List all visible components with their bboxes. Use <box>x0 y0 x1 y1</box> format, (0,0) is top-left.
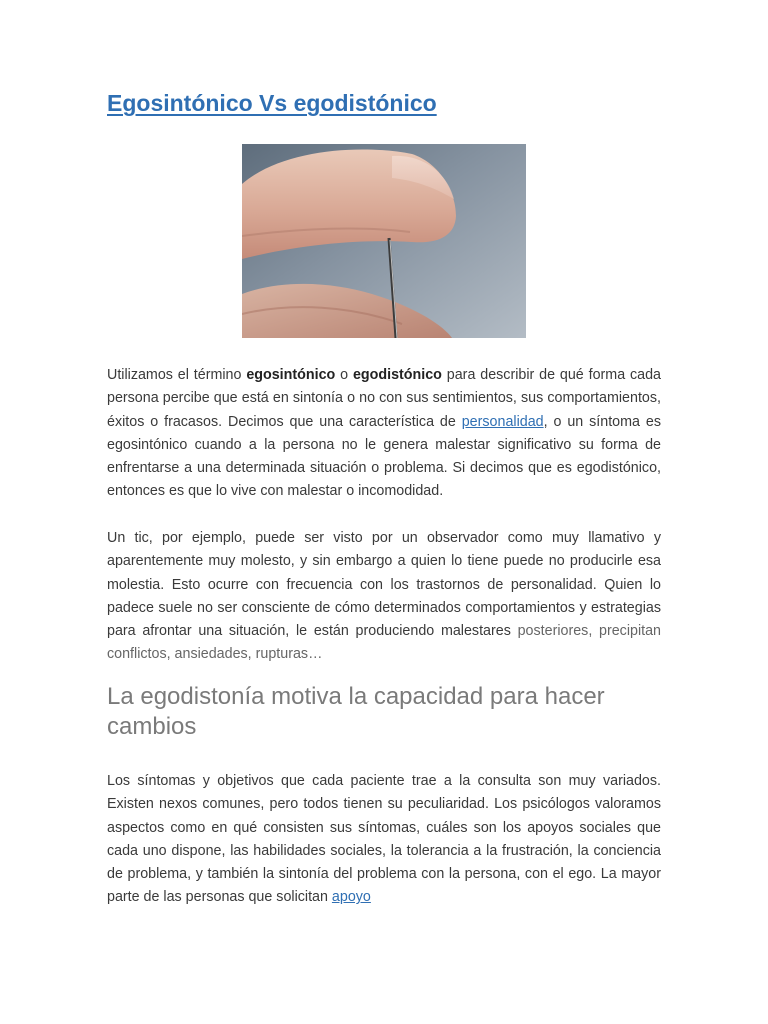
article-title[interactable]: Egosintónico Vs egodistónico <box>107 90 437 116</box>
finger-needle-photo <box>242 144 526 338</box>
symptoms-paragraph <box>107 770 661 910</box>
tic-paragraph <box>107 527 661 667</box>
apoyo-link[interactable]: apoyo <box>331 889 371 906</box>
intro-text-4: , o un síntoma es egosintónico cuando a la persona no le genera malestar significativo su forma de enfrentarse a una determinada situación o problema. Si decimos que es egodistónico, entonces es que lo vive con malestar o incomodidad. <box>107 413 661 500</box>
term-egosintonico: egosintónico <box>246 367 336 383</box>
tic-tail: posteriores, precipitan conflictos, ansiedades, rupturas… <box>107 623 661 663</box>
intro-text-3: para describir de qué forma cada persona percibe que está en sintonía o no con sus sentimientos, sus comportamientos, éxitos o fracasos. Decimos que una característica de <box>107 367 661 430</box>
tic-text: Un tic, por ejemplo, puede ser visto por un observador como muy llamativo y aparentemente muy molesto, y sin embargo a quien lo tiene puede no producirle esa molestia. Esto ocurre con frecuencia con los trastornos de personalidad. Quien lo padece suele no ser consciente de cómo determinados comportamientos y estrategias para afrontar una situación, le están produciendo malestares <box>107 530 661 640</box>
symptoms-text: Los síntomas y objetivos que cada paciente trae a la consulta son muy variados. Existen nexos comunes, pero todos tienen su peculiaridad. Los psicólogos valoramos aspectos como en qué consisten sus síntomas, cuáles son los apoyos sociales que cada uno dispone, las habilidades sociales, la tolerancia a la frustración, la conciencia de problema, y también la sintonía del problema con la persona, con el ego. La mayor parte de las personas que solicitan <box>107 773 661 906</box>
personalidad-link[interactable]: personalidad <box>461 413 544 430</box>
term-egodistonico: egodistónico <box>352 367 442 383</box>
intro-text-2: o <box>335 367 353 383</box>
intro-paragraph <box>107 364 661 504</box>
section-subheading: La egodistonía motiva la capacidad para hacer cambios <box>107 683 605 740</box>
intro-text-1: Utilizamos el término <box>107 367 247 383</box>
